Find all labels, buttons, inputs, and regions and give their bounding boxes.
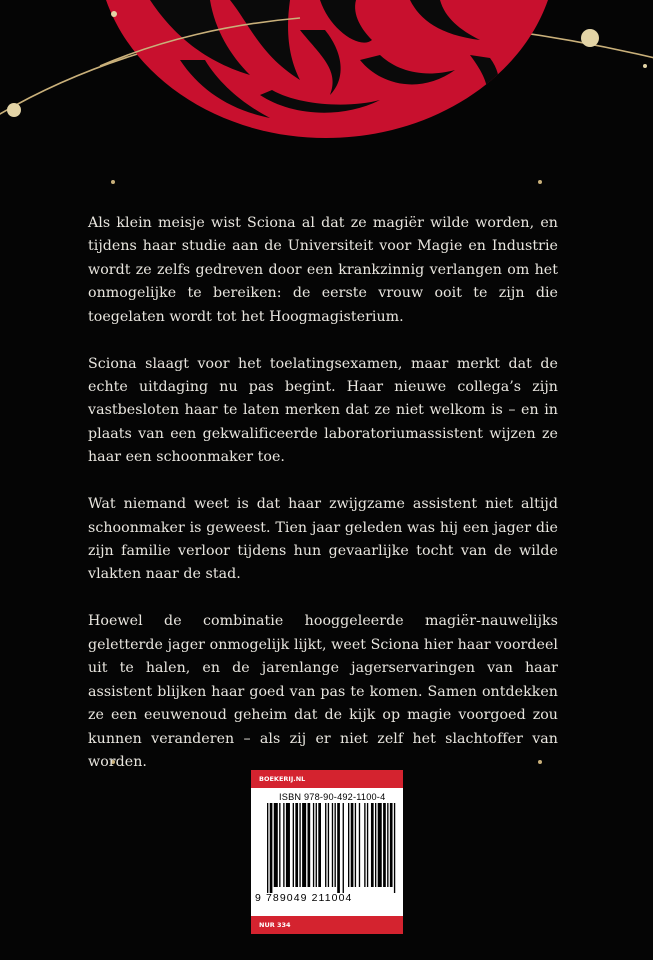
orbit-dot-upper-left <box>111 11 117 17</box>
barcode-bar <box>337 803 340 893</box>
ean-digits: 9 789049 211004 <box>255 892 353 904</box>
barcode-bar <box>348 803 349 887</box>
barcode-bar <box>286 803 290 887</box>
barcode-bar <box>375 803 376 887</box>
nur-label: NUR 334 <box>259 921 291 929</box>
barcode-bar <box>359 803 360 887</box>
orbit-dot-right <box>581 29 599 47</box>
barcode-bar <box>332 803 333 887</box>
isbn-barcode-block <box>251 770 403 934</box>
ean-barcode <box>251 803 403 895</box>
barcode-bar <box>274 803 278 887</box>
barcode-bar <box>343 803 344 893</box>
publisher-band <box>251 770 403 788</box>
nur-band <box>251 916 403 934</box>
barcode-bar <box>335 803 336 887</box>
barcode-bar <box>283 803 284 887</box>
barcode-bar <box>394 803 395 893</box>
flame-orb-artwork <box>0 0 653 160</box>
barcode-bar <box>325 803 326 887</box>
barcode-bar <box>364 803 365 887</box>
barcode-bar <box>367 803 368 887</box>
barcode-bar <box>355 803 356 887</box>
barcode-bar <box>267 803 268 893</box>
barcode-bar <box>295 803 298 887</box>
barcode-bar <box>299 803 300 887</box>
barcode-bar <box>293 803 294 887</box>
frame-dot-top-left <box>111 180 115 184</box>
barcode-bar <box>328 803 329 887</box>
barcode-bar <box>351 803 354 887</box>
barcode-bar <box>270 803 273 893</box>
frame-dot-top-right <box>538 180 542 184</box>
blurb-paragraph-4: Hoewel de combinatie hooggeleerde magiër-nauwelijks geletterde jager onmogelijk lijkt, weet Sciona hier haar voordeel uit te halen, en de jarenlange jagerservaringen van haar assistent blijken haar goed van pas te komen. Samen ontdekken ze een eeuwenoud geheim dat de kijk op magie voorgoed zou kunnen veranderen – als zij er niet zelf het slachtoffer van worden. <box>88 613 558 770</box>
orbit-dot-far-right <box>643 64 647 68</box>
orbit-dot-left <box>7 103 21 117</box>
barcode-bar <box>279 803 280 887</box>
barcode-bar <box>383 803 386 887</box>
blurb-paragraph-3: Wat niemand weet is dat haar zwijgzame assistent niet altijd schoonmaker is geweest. Tien jaar geleden was hij een jager die zijn familie verloor tijdens hun gevaarlijke tocht van de wilde vlakten naar de stad. <box>88 496 558 583</box>
barcode-bar <box>378 803 382 887</box>
publisher-site: BOEKERIJ.NL <box>259 775 306 783</box>
blurb-paragraph-2: Sciona slaagt voor het toelatingsexamen, maar merkt dat de echte uitdaging nu pas begint. Haar nieuwe collega’s zijn vastbesloten haar te laten merken dat ze niet welkom is – en in plaats van een gekwalificeerde laboratoriumassistent wijzen ze haar een schoonmaker toe. <box>88 355 558 466</box>
barcode-bar <box>316 803 317 887</box>
barcode-bar <box>308 803 311 887</box>
barcode-bar <box>390 803 393 887</box>
barcode-bar <box>302 803 306 887</box>
barcode-bar <box>371 803 374 887</box>
barcode-bar <box>318 803 321 887</box>
blurb-paragraph-1: Als klein meisje wist Sciona al dat ze magiër wilde worden, en tijdens haar studie aan de Universiteit voor Magie en Industrie wordt ze zelfs gedreven door een krankzinnig verlangen om het onmogelijke te bereiken: de eerste vrouw ooit te zijn die toegelaten wordt tot het Hoogmagisterium. <box>88 215 558 325</box>
isbn-label: ISBN 978-90-492-1100-4 <box>279 792 386 802</box>
back-cover-blurb <box>88 212 558 798</box>
barcode-bar <box>387 803 388 887</box>
barcode-bar <box>313 803 314 887</box>
